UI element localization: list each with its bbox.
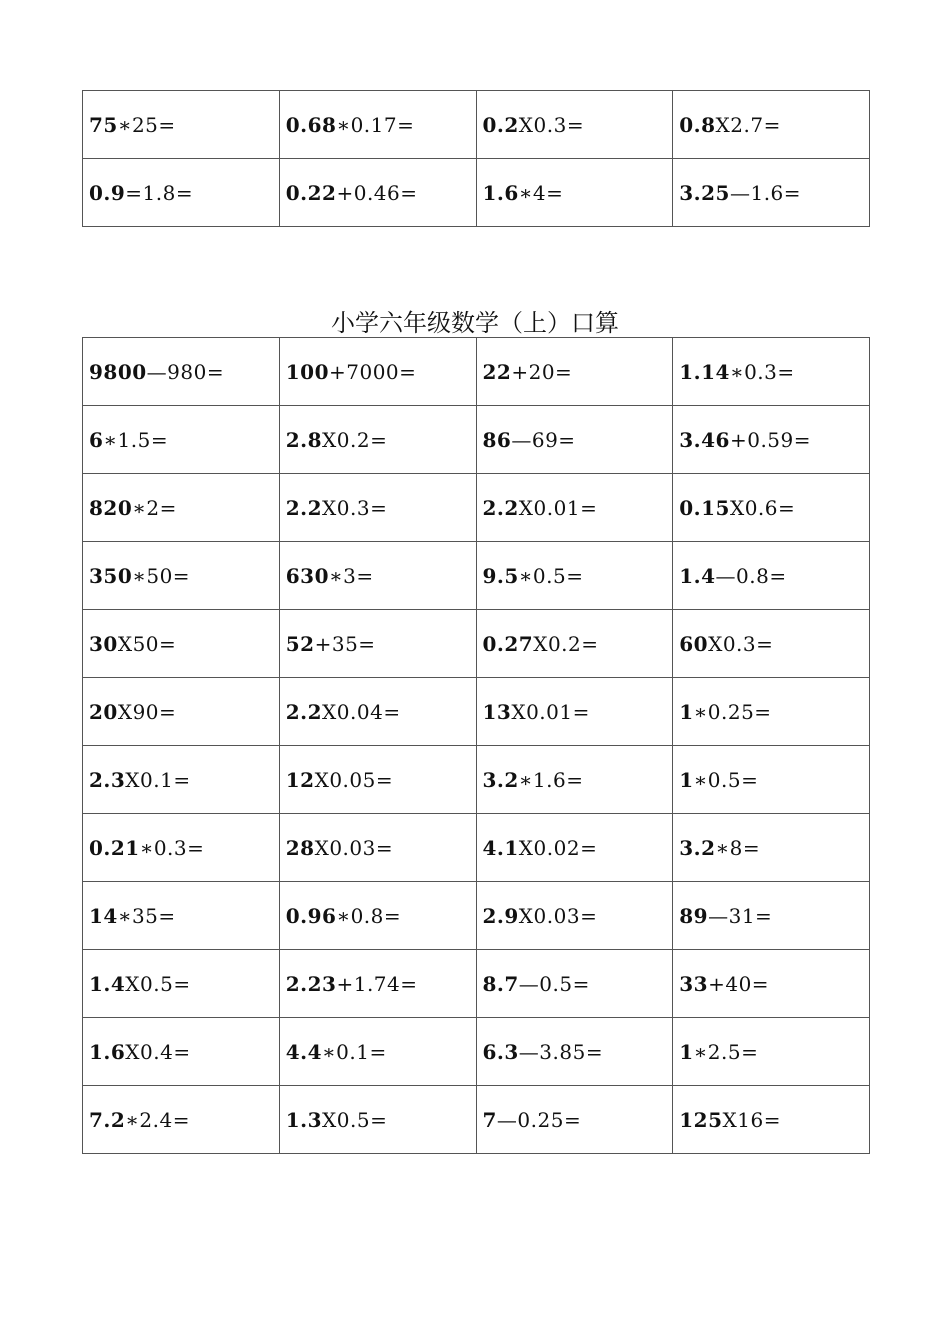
problem-remainder: X0.3= <box>708 631 774 656</box>
problem-cell <box>673 542 870 610</box>
problem-cell <box>279 814 476 882</box>
problem-remainder: X0.3= <box>518 112 585 137</box>
problem-first-operand: 820 <box>89 495 133 520</box>
problem-cell <box>673 159 870 227</box>
problem-cell <box>476 474 673 542</box>
problem-remainder: —0.8= <box>715 563 787 588</box>
problem-cell <box>83 338 280 406</box>
problem-remainder: ∗2= <box>132 495 177 520</box>
problem-first-operand: 9800 <box>89 359 147 384</box>
problem-remainder: X0.2= <box>322 427 388 452</box>
problem-cell <box>83 1018 280 1086</box>
problem-first-operand: 1 <box>679 699 694 724</box>
problem-row <box>83 1018 870 1086</box>
problem-cell <box>279 338 476 406</box>
problem-cell <box>476 746 673 814</box>
problem-first-operand: 4.1 <box>482 835 519 860</box>
problem-first-operand: 4.4 <box>285 1039 323 1064</box>
problem-cell <box>83 678 280 746</box>
problem-row <box>83 474 870 542</box>
problem-cell <box>673 91 870 159</box>
problem-remainder: X0.01= <box>518 495 598 520</box>
problem-remainder: =1.8= <box>125 180 194 205</box>
problem-remainder: ∗0.25= <box>693 699 772 724</box>
problem-row <box>83 338 870 406</box>
problem-remainder: ∗25= <box>117 112 176 137</box>
problem-cell <box>83 542 280 610</box>
problem-first-operand: 3.2 <box>679 835 716 860</box>
problem-first-operand: 1 <box>679 767 694 792</box>
problem-first-operand: 0.15 <box>679 495 730 520</box>
problem-first-operand: 75 <box>89 112 118 137</box>
problem-first-operand: 0.9 <box>89 180 126 205</box>
problem-remainder: —980= <box>146 359 225 384</box>
problem-remainder: X16= <box>722 1107 781 1132</box>
problem-remainder: —3.85= <box>518 1039 604 1064</box>
problem-remainder: X50= <box>117 631 177 656</box>
problem-first-operand: 100 <box>285 359 329 384</box>
problem-cell <box>476 159 673 227</box>
problem-cell <box>476 338 673 406</box>
problem-first-operand: 2.23 <box>285 971 337 996</box>
problem-cell <box>476 1086 673 1154</box>
problem-remainder: —31= <box>708 903 773 928</box>
problem-cell <box>279 542 476 610</box>
problem-cell <box>673 746 870 814</box>
problem-first-operand: 2.2 <box>285 699 323 724</box>
problem-remainder: ∗0.8= <box>336 903 402 928</box>
problem-cell <box>279 406 476 474</box>
problem-first-operand: 2.8 <box>285 427 323 452</box>
problem-cell <box>279 950 476 1018</box>
problem-remainder: ∗2.5= <box>693 1039 759 1064</box>
problem-first-operand: 22 <box>482 359 512 384</box>
problem-remainder: X2.7= <box>715 112 781 137</box>
problem-cell <box>279 882 476 950</box>
problem-remainder: —69= <box>511 427 576 452</box>
problem-first-operand: 13 <box>482 699 512 724</box>
problem-first-operand: 7.2 <box>89 1107 126 1132</box>
problem-cell <box>279 159 476 227</box>
problem-first-operand: 1 <box>679 1039 694 1064</box>
problem-first-operand: 125 <box>679 1107 723 1132</box>
problem-cell <box>83 610 280 678</box>
problem-remainder: ∗0.1= <box>322 1039 387 1064</box>
problem-cell <box>673 950 870 1018</box>
problem-first-operand: 52 <box>285 631 315 656</box>
top-problem-table-body <box>83 91 870 227</box>
problem-row <box>83 542 870 610</box>
problem-remainder: ∗0.5= <box>693 767 759 792</box>
problem-remainder: X0.2= <box>533 631 599 656</box>
problem-first-operand: 1.4 <box>679 563 716 588</box>
problem-row <box>83 91 870 159</box>
problem-first-operand: 12 <box>285 767 315 792</box>
problem-remainder: X0.03= <box>518 903 598 928</box>
problem-first-operand: 86 <box>482 427 512 452</box>
problem-first-operand: 0.21 <box>89 835 140 860</box>
problem-remainder: ∗3= <box>329 563 374 588</box>
problem-remainder: +20= <box>511 359 573 384</box>
problem-row <box>83 159 870 227</box>
problem-cell <box>673 678 870 746</box>
problem-cell <box>673 406 870 474</box>
problem-row <box>83 1086 870 1154</box>
problem-cell <box>673 814 870 882</box>
problem-row <box>83 610 870 678</box>
problem-cell <box>673 1086 870 1154</box>
problem-first-operand: 6 <box>89 427 104 452</box>
problem-remainder: +35= <box>314 631 376 656</box>
problem-remainder: X0.05= <box>314 767 394 792</box>
problem-first-operand: 6.3 <box>482 1039 519 1064</box>
problem-first-operand: 0.8 <box>679 112 716 137</box>
problem-first-operand: 630 <box>285 563 329 588</box>
problem-remainder: +40= <box>708 971 770 996</box>
problem-remainder: ∗4= <box>518 180 564 205</box>
problem-first-operand: 0.2 <box>482 112 519 137</box>
problem-remainder: ∗8= <box>715 835 761 860</box>
problem-first-operand: 0.22 <box>285 180 337 205</box>
problem-remainder: X90= <box>117 699 177 724</box>
problem-cell <box>476 91 673 159</box>
problem-cell <box>83 882 280 950</box>
problem-first-operand: 89 <box>679 903 709 928</box>
problem-remainder: ∗1.5= <box>103 427 169 452</box>
problem-first-operand: 1.6 <box>89 1039 126 1064</box>
problem-cell <box>83 474 280 542</box>
problem-row <box>83 746 870 814</box>
problem-first-operand: 9.5 <box>482 563 519 588</box>
problem-first-operand: 350 <box>89 563 133 588</box>
problem-remainder: X0.5= <box>322 1107 388 1132</box>
problem-row <box>83 406 870 474</box>
problem-first-operand: 2.9 <box>482 903 519 928</box>
problem-first-operand: 30 <box>89 631 118 656</box>
problem-cell <box>673 882 870 950</box>
problem-cell <box>83 746 280 814</box>
problem-row <box>83 882 870 950</box>
problem-cell <box>83 159 280 227</box>
problem-cell <box>83 814 280 882</box>
problem-cell <box>673 474 870 542</box>
problem-first-operand: 1.14 <box>679 359 730 384</box>
problem-remainder: X0.3= <box>322 495 388 520</box>
problem-first-operand: 60 <box>679 631 709 656</box>
problem-cell <box>673 1018 870 1086</box>
problem-cell <box>83 1086 280 1154</box>
problem-remainder: X0.04= <box>322 699 401 724</box>
problem-row <box>83 814 870 882</box>
problem-remainder: ∗0.17= <box>336 112 415 137</box>
top-problem-table <box>82 90 870 227</box>
problem-first-operand: 20 <box>89 699 118 724</box>
problem-first-operand: 1.4 <box>89 971 126 996</box>
problem-cell <box>83 406 280 474</box>
problem-cell <box>673 610 870 678</box>
problem-cell <box>476 950 673 1018</box>
problem-cell <box>279 746 476 814</box>
problem-first-operand: 1.3 <box>285 1107 323 1132</box>
worksheet-title: 小学六年级数学（上）口算 <box>331 309 619 337</box>
problem-remainder: X0.03= <box>314 835 394 860</box>
problem-remainder: ∗50= <box>132 563 191 588</box>
problem-cell <box>279 1086 476 1154</box>
problem-remainder: ∗1.6= <box>518 767 584 792</box>
problem-remainder: X0.6= <box>729 495 796 520</box>
problem-remainder: ∗35= <box>117 903 176 928</box>
problem-first-operand: 1.6 <box>482 180 519 205</box>
problem-remainder: ∗0.3= <box>139 835 205 860</box>
problem-remainder: —0.5= <box>518 971 590 996</box>
problem-cell <box>476 610 673 678</box>
problem-first-operand: 3.25 <box>679 180 730 205</box>
problem-remainder: X0.5= <box>125 971 191 996</box>
problem-remainder: —1.6= <box>729 180 802 205</box>
problem-first-operand: 3.46 <box>679 427 730 452</box>
main-problem-table <box>82 337 870 1154</box>
problem-remainder: X0.01= <box>511 699 590 724</box>
problem-first-operand: 0.27 <box>482 631 534 656</box>
problem-first-operand: 2.2 <box>482 495 519 520</box>
problem-row <box>83 678 870 746</box>
problem-remainder: ∗0.5= <box>518 563 584 588</box>
problem-cell <box>279 678 476 746</box>
problem-cell <box>476 814 673 882</box>
problem-cell <box>83 950 280 1018</box>
problem-first-operand: 33 <box>679 971 709 996</box>
problem-cell <box>476 1018 673 1086</box>
problem-cell <box>279 1018 476 1086</box>
problem-first-operand: 3.2 <box>482 767 519 792</box>
problem-first-operand: 2.2 <box>285 495 323 520</box>
problem-remainder: X0.02= <box>518 835 598 860</box>
problem-remainder: ∗0.3= <box>729 359 795 384</box>
problem-remainder: ∗2.4= <box>125 1107 190 1132</box>
problem-first-operand: 0.68 <box>285 112 337 137</box>
problem-remainder: +1.74= <box>336 971 418 996</box>
problem-remainder: X0.4= <box>125 1039 191 1064</box>
problem-remainder: +0.59= <box>729 427 812 452</box>
problem-remainder: X0.1= <box>125 767 191 792</box>
problem-cell <box>476 406 673 474</box>
problem-cell <box>476 542 673 610</box>
problem-remainder: —0.25= <box>496 1107 582 1132</box>
problem-cell <box>476 678 673 746</box>
problem-cell <box>279 474 476 542</box>
problem-row <box>83 950 870 1018</box>
problem-first-operand: 2.3 <box>89 767 126 792</box>
main-problem-table-body <box>83 338 870 1154</box>
problem-first-operand: 8.7 <box>482 971 519 996</box>
problem-cell <box>476 882 673 950</box>
problem-first-operand: 7 <box>482 1107 497 1132</box>
problem-cell <box>279 91 476 159</box>
problem-first-operand: 0.96 <box>285 903 337 928</box>
problem-first-operand: 14 <box>89 903 118 928</box>
problem-cell <box>279 610 476 678</box>
problem-remainder: +7000= <box>329 359 417 384</box>
problem-cell <box>83 91 280 159</box>
problem-remainder: +0.46= <box>336 180 418 205</box>
problem-first-operand: 28 <box>285 835 315 860</box>
problem-cell <box>673 338 870 406</box>
